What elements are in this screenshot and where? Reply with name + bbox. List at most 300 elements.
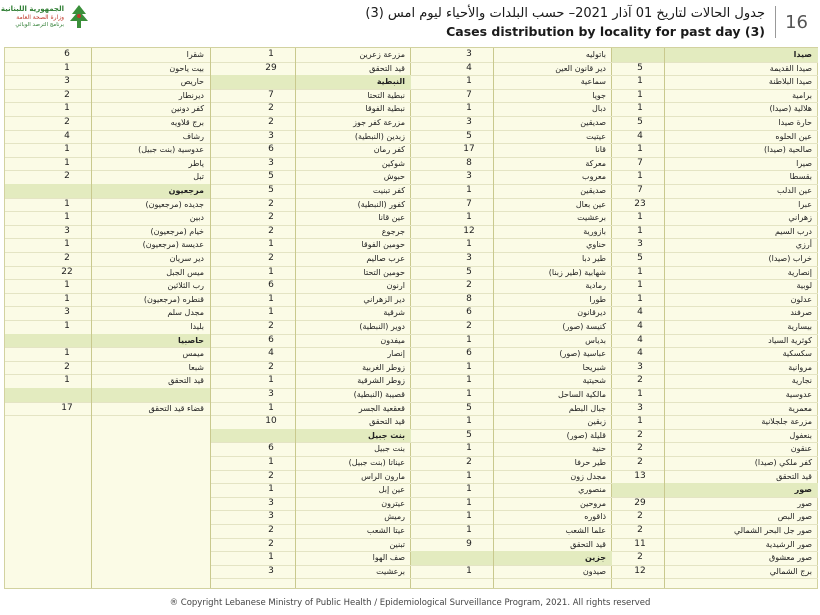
locality-name: برعشيت xyxy=(577,213,606,223)
table-row xyxy=(612,238,818,253)
table-row xyxy=(5,293,210,308)
locality-name: شوكين xyxy=(381,158,405,168)
case-count: 6 xyxy=(268,443,274,454)
table-row xyxy=(612,510,818,525)
case-count: 2 xyxy=(637,443,643,454)
locality-name: جبال البطم xyxy=(568,403,606,413)
locality-name: رميش xyxy=(384,512,405,522)
table-row xyxy=(5,143,210,158)
table-row xyxy=(211,225,411,240)
locality-name: هلالية (صيدا) xyxy=(769,104,812,114)
locality-name: كنيسة (صور) xyxy=(562,322,606,331)
table-row xyxy=(612,456,818,471)
locality-name: صيدا القديمة xyxy=(769,63,812,73)
table-row xyxy=(5,266,210,281)
locality-name: عبرا xyxy=(798,199,812,209)
locality-name: ميس الجبل xyxy=(166,267,204,277)
table-row xyxy=(5,252,210,267)
table-row xyxy=(411,510,612,525)
table-row xyxy=(411,497,612,512)
case-count: 1 xyxy=(637,416,643,427)
locality-name: كفور (النبطية) xyxy=(357,199,405,209)
locality-name: ديرنطار xyxy=(178,90,204,100)
table-row xyxy=(211,442,411,457)
table-row xyxy=(5,279,210,294)
case-count: 1 xyxy=(466,239,472,250)
table-column xyxy=(410,48,612,588)
case-count: 1 xyxy=(466,389,472,399)
case-count: 2 xyxy=(466,321,472,331)
locality-name: صف الهوا xyxy=(372,553,405,563)
copyright-footer: ® Copyright Lebanese Ministry of Public Health / Epidemiological Surveillance Program, 2021. All rights reserved xyxy=(169,598,651,608)
table-row xyxy=(211,279,411,294)
locality-name: سماعية xyxy=(580,77,606,87)
case-count: 3 xyxy=(466,49,472,59)
locality-name: قليلة (صور) xyxy=(566,430,606,440)
table-row xyxy=(411,470,612,485)
locality-name: صور xyxy=(797,498,812,508)
locality-name: عنقون xyxy=(790,444,812,454)
locality-name: صديقين xyxy=(580,186,606,195)
district-header-row xyxy=(612,483,818,498)
case-count: 8 xyxy=(466,157,472,168)
locality-name: زبدين (النبطية) xyxy=(354,131,405,141)
locality-name: عدوسية xyxy=(785,390,812,399)
case-count: 1 xyxy=(466,470,472,481)
district-header-row xyxy=(211,429,411,444)
case-count: 23 xyxy=(634,198,646,209)
table-row xyxy=(612,89,818,104)
case-count: 22 xyxy=(61,266,73,277)
table-row xyxy=(612,415,818,430)
case-count: 1 xyxy=(637,212,643,223)
table-row xyxy=(5,347,210,362)
table-row xyxy=(411,538,612,553)
table-row xyxy=(211,102,411,117)
page-number: 16 xyxy=(775,6,808,38)
table-row xyxy=(411,279,612,294)
locality-name: مروانية xyxy=(788,362,812,372)
case-count: 5 xyxy=(466,402,472,413)
locality-name: عين الدلب xyxy=(777,186,812,195)
case-count: 5 xyxy=(466,429,472,440)
case-count: 1 xyxy=(466,484,472,495)
locality-name: دبال xyxy=(591,104,606,114)
case-count: 1 xyxy=(64,280,70,291)
locality-name: عيترون xyxy=(381,498,405,508)
table-row xyxy=(5,320,210,335)
locality-name: شهابية (طير زبنا) xyxy=(548,267,606,277)
page-title-english: Cases distribution by locality for past day (3) xyxy=(446,24,765,39)
case-count: 12 xyxy=(634,565,646,576)
locality-name: عديسة (مرجعيون) xyxy=(142,240,204,250)
table-row xyxy=(411,293,612,308)
locality-name: عباسية (صور) xyxy=(559,349,606,359)
case-count: 7 xyxy=(637,157,643,168)
locality-name: معركة xyxy=(585,158,606,168)
table-row xyxy=(612,75,818,90)
case-count: 17 xyxy=(463,144,475,155)
moph-logo xyxy=(0,4,90,34)
locality-name: مجدل سلم xyxy=(167,308,204,318)
locality-name: عدلون xyxy=(790,294,812,304)
locality-name: شرقية xyxy=(383,308,405,318)
locality-name: لوبية xyxy=(796,281,812,291)
case-count: 2 xyxy=(268,198,274,209)
table-row xyxy=(612,551,818,566)
locality-name: رب الثلاثين xyxy=(167,281,204,291)
case-count: 2 xyxy=(268,212,274,223)
table-row xyxy=(211,524,411,539)
locality-name: قيد التحقق xyxy=(570,539,606,549)
locality-name: زوطر الشرقية xyxy=(357,376,405,386)
case-count: 1 xyxy=(466,443,472,454)
table-row xyxy=(411,483,612,498)
table-row xyxy=(211,170,411,185)
table-row xyxy=(211,320,411,335)
locality-name: صرفند xyxy=(790,308,812,318)
table-row xyxy=(612,170,818,185)
case-count: 1 xyxy=(466,497,472,508)
case-count: 1 xyxy=(268,239,274,250)
case-count: 1 xyxy=(466,361,472,372)
case-count: 9 xyxy=(466,538,472,549)
table-row xyxy=(5,75,210,90)
table-row xyxy=(411,198,612,213)
column-divider xyxy=(295,48,296,588)
logo-line-2: وزارة الصحة العامة xyxy=(16,14,64,21)
locality-name: صيرا xyxy=(796,158,812,168)
case-count: 1 xyxy=(637,171,643,182)
locality-name: مارون الراس xyxy=(361,471,405,481)
table-row xyxy=(612,402,818,417)
locality-name: بيسارية xyxy=(787,322,812,331)
table-row xyxy=(411,374,612,389)
case-count: 3 xyxy=(64,307,70,318)
table-row xyxy=(5,48,210,63)
case-count: 2 xyxy=(637,375,643,386)
case-count: 4 xyxy=(637,307,643,318)
locality-name: زوطر الغربية xyxy=(362,362,405,372)
locality-name: حنية xyxy=(591,444,606,454)
district-header-row xyxy=(411,551,612,566)
locality-name: بدياس xyxy=(585,335,606,345)
locality-name: شبريحا xyxy=(582,362,606,372)
table-row xyxy=(411,170,612,185)
table-row xyxy=(411,266,612,281)
table-row xyxy=(612,102,818,117)
locality-name: عيتيت xyxy=(586,131,606,141)
case-count: 2 xyxy=(64,171,70,182)
locality-name: طورا xyxy=(589,294,606,304)
locality-name: خيام (مرجعيون) xyxy=(150,226,204,236)
locality-name: صور xyxy=(794,485,812,495)
locality-name: حناوي xyxy=(586,240,606,250)
table-row xyxy=(411,524,612,539)
locality-name: مزرعة زعرين xyxy=(359,50,405,59)
locality-name: برج الشمالي xyxy=(769,566,812,576)
locality-name: جديده (مرجعيون) xyxy=(145,199,204,209)
district-header-row xyxy=(5,388,210,403)
locality-name: زهراني xyxy=(788,213,812,223)
case-count: 4 xyxy=(268,348,274,359)
case-count: 3 xyxy=(466,171,472,182)
table-row xyxy=(211,252,411,267)
table-row xyxy=(5,116,210,131)
locality-name: كفر تبنيت xyxy=(372,186,405,195)
locality-name: دير قانون العين xyxy=(555,63,606,73)
table-row xyxy=(211,361,411,376)
locality-name: كوثرية السياد xyxy=(768,335,812,345)
table-row xyxy=(411,75,612,90)
table-row xyxy=(5,89,210,104)
table-row xyxy=(612,334,818,349)
locality-name: علما الشعب xyxy=(565,526,606,535)
locality-name: حبوش xyxy=(383,172,405,182)
locality-name: نجارية xyxy=(791,376,812,386)
case-count: 4 xyxy=(637,321,643,331)
case-count: 2 xyxy=(637,457,643,467)
locality-name: جويا xyxy=(592,90,606,100)
case-count: 7 xyxy=(637,185,643,195)
case-count: 1 xyxy=(64,198,70,209)
locality-name: معمرية xyxy=(788,403,812,413)
locality-name: صور البص xyxy=(777,512,812,522)
case-count: 4 xyxy=(637,130,643,141)
locality-name: بنعفول xyxy=(789,430,812,440)
table-row xyxy=(612,470,818,485)
locality-name: صالحية (صيدا) xyxy=(764,145,812,155)
table-row xyxy=(612,184,818,199)
case-count: 2 xyxy=(466,280,472,291)
case-count: 3 xyxy=(64,225,70,236)
table-row xyxy=(411,388,612,403)
case-count: 4 xyxy=(637,334,643,345)
case-count: 2 xyxy=(268,361,274,372)
case-count: 2 xyxy=(637,525,643,535)
case-count: 2 xyxy=(268,321,274,331)
table-row xyxy=(211,184,411,199)
case-count: 3 xyxy=(268,157,274,168)
table-row xyxy=(612,211,818,226)
locality-name: قيد التحقق xyxy=(369,63,405,73)
locality-name: معروب xyxy=(582,172,606,182)
case-count: 1 xyxy=(268,402,274,413)
table-row xyxy=(612,306,818,321)
table-row xyxy=(211,347,411,362)
locality-name: باتوليه xyxy=(585,50,606,59)
district-header-row xyxy=(612,48,818,63)
table-row xyxy=(411,442,612,457)
case-count: 1 xyxy=(466,511,472,522)
table-row xyxy=(612,538,818,553)
district-header-row xyxy=(5,334,210,349)
table-row xyxy=(211,388,411,403)
locality-name: عرب صاليم xyxy=(366,254,405,263)
case-count: 1 xyxy=(64,293,70,304)
table-row xyxy=(411,184,612,199)
case-count: 8 xyxy=(466,293,472,304)
locality-name: صديقين xyxy=(580,118,606,127)
table-row xyxy=(612,130,818,145)
case-count: 3 xyxy=(466,253,472,263)
case-count: 3 xyxy=(637,361,643,372)
locality-name: ميفدون xyxy=(380,335,405,345)
table-row xyxy=(5,374,210,389)
locality-name: شحيتية xyxy=(582,376,606,386)
table-row xyxy=(411,89,612,104)
case-count: 3 xyxy=(268,389,274,399)
case-count: 1 xyxy=(466,76,472,87)
case-count: 1 xyxy=(466,525,472,535)
case-count: 10 xyxy=(265,416,277,427)
locality-name: بنت جبيل xyxy=(368,430,405,440)
case-count: 2 xyxy=(268,225,274,236)
case-count: 2 xyxy=(268,103,274,114)
locality-name: عين قانا xyxy=(378,213,405,223)
table-row xyxy=(411,62,612,77)
table-row xyxy=(411,361,612,376)
locality-name: صيدا البلاطنة xyxy=(768,77,812,87)
case-count: 2 xyxy=(64,361,70,372)
locality-name: قعقعية الجسر xyxy=(358,403,405,413)
table-row xyxy=(411,225,612,240)
table-row xyxy=(411,116,612,131)
table-row xyxy=(5,238,210,253)
case-count: 1 xyxy=(268,457,274,467)
table-row xyxy=(411,48,612,63)
table-row xyxy=(612,565,818,580)
case-count: 1 xyxy=(268,375,274,386)
locality-name: حاصبيا xyxy=(177,335,204,345)
table-row xyxy=(5,225,210,240)
table-row xyxy=(5,361,210,376)
case-count: 1 xyxy=(64,212,70,223)
table-row xyxy=(5,130,210,145)
case-count: 4 xyxy=(64,130,70,141)
locality-name: عين الحلوه xyxy=(775,131,812,141)
table-row xyxy=(211,334,411,349)
locality-name: ديرقانون xyxy=(577,308,606,318)
case-count: 2 xyxy=(64,117,70,127)
case-count: 1 xyxy=(64,157,70,168)
table-row xyxy=(211,456,411,471)
table-row xyxy=(411,130,612,145)
case-count: 13 xyxy=(634,470,646,481)
locality-name: مرجعيون xyxy=(168,186,204,195)
table-row xyxy=(411,157,612,172)
table-row xyxy=(5,402,210,417)
locality-name: دوير (النبطية) xyxy=(359,322,405,331)
locality-name: مروحين xyxy=(579,498,606,508)
cases-table xyxy=(4,47,818,589)
case-count: 1 xyxy=(268,49,274,59)
locality-name: ارنون xyxy=(386,281,405,291)
case-count: 1 xyxy=(466,103,472,114)
case-count: 1 xyxy=(268,552,274,563)
case-count: 1 xyxy=(64,62,70,73)
locality-name: حومين التحتا xyxy=(363,267,405,277)
locality-name: قنطره (مرجعيون) xyxy=(143,294,204,304)
case-count: 3 xyxy=(637,239,643,250)
case-count: 1 xyxy=(64,321,70,331)
case-count: 6 xyxy=(268,334,274,345)
table-row xyxy=(211,48,411,63)
case-count: 2 xyxy=(268,470,274,481)
case-count: 1 xyxy=(637,225,643,236)
district-header-row xyxy=(5,184,210,199)
locality-name: دير الزهراني xyxy=(363,294,405,304)
table-row xyxy=(211,157,411,172)
table-row xyxy=(612,266,818,281)
case-count: 2 xyxy=(268,525,274,535)
locality-name: نبطية التحتا xyxy=(367,90,405,100)
table-row xyxy=(612,524,818,539)
locality-name: عيناتا (بنت جبيل) xyxy=(348,458,405,467)
table-row xyxy=(5,211,210,226)
locality-name: برعشيت xyxy=(376,566,405,576)
case-count: 2 xyxy=(64,253,70,263)
locality-name: مزرعة كفر جوز xyxy=(353,118,405,127)
case-count: 5 xyxy=(637,253,643,263)
table-row xyxy=(5,102,210,117)
table-row xyxy=(411,211,612,226)
case-count: 2 xyxy=(637,511,643,522)
table-row xyxy=(211,538,411,553)
column-divider xyxy=(91,48,92,588)
table-row xyxy=(5,306,210,321)
table-row xyxy=(5,170,210,185)
table-row xyxy=(411,320,612,335)
locality-name: برامية xyxy=(792,90,812,100)
case-count: 5 xyxy=(637,117,643,127)
locality-name: كفر رمان xyxy=(373,145,405,155)
page-title-arabic: جدول الحالات لتاريخ 01 آذار 2021– حسب البلدات والأحياء ليوم امس (3) xyxy=(365,6,765,21)
locality-name: شقرا xyxy=(186,50,204,59)
locality-name: منصوري xyxy=(578,485,606,495)
case-count: 7 xyxy=(268,89,274,100)
logo-line-3: برنامج الترصد الوبائي xyxy=(15,22,64,28)
case-count: 3 xyxy=(64,76,70,87)
table-row xyxy=(612,320,818,335)
table-row xyxy=(411,415,612,430)
table-row xyxy=(411,306,612,321)
case-count: 1 xyxy=(466,565,472,576)
locality-name: صور جل البحر الشمالي xyxy=(733,526,812,535)
table-row xyxy=(612,374,818,389)
case-count: 1 xyxy=(64,103,70,114)
case-count: 1 xyxy=(466,334,472,345)
case-count: 5 xyxy=(466,130,472,141)
locality-name: درب السيم xyxy=(774,226,812,236)
table-row xyxy=(211,415,411,430)
table-column xyxy=(611,48,818,588)
locality-name: رمادية xyxy=(585,281,606,291)
case-count: 6 xyxy=(64,49,70,59)
locality-name: سكسكية xyxy=(782,349,812,359)
case-count: 6 xyxy=(466,307,472,318)
case-count: 1 xyxy=(637,266,643,277)
locality-name: قانا xyxy=(595,145,606,155)
table-row xyxy=(411,347,612,362)
table-row xyxy=(211,62,411,77)
locality-name: بازورية xyxy=(583,226,606,236)
table-row xyxy=(211,470,411,485)
case-count: 1 xyxy=(466,416,472,427)
case-count: 3 xyxy=(268,511,274,522)
locality-name: بقسطا xyxy=(789,172,812,182)
case-count: 1 xyxy=(466,375,472,386)
